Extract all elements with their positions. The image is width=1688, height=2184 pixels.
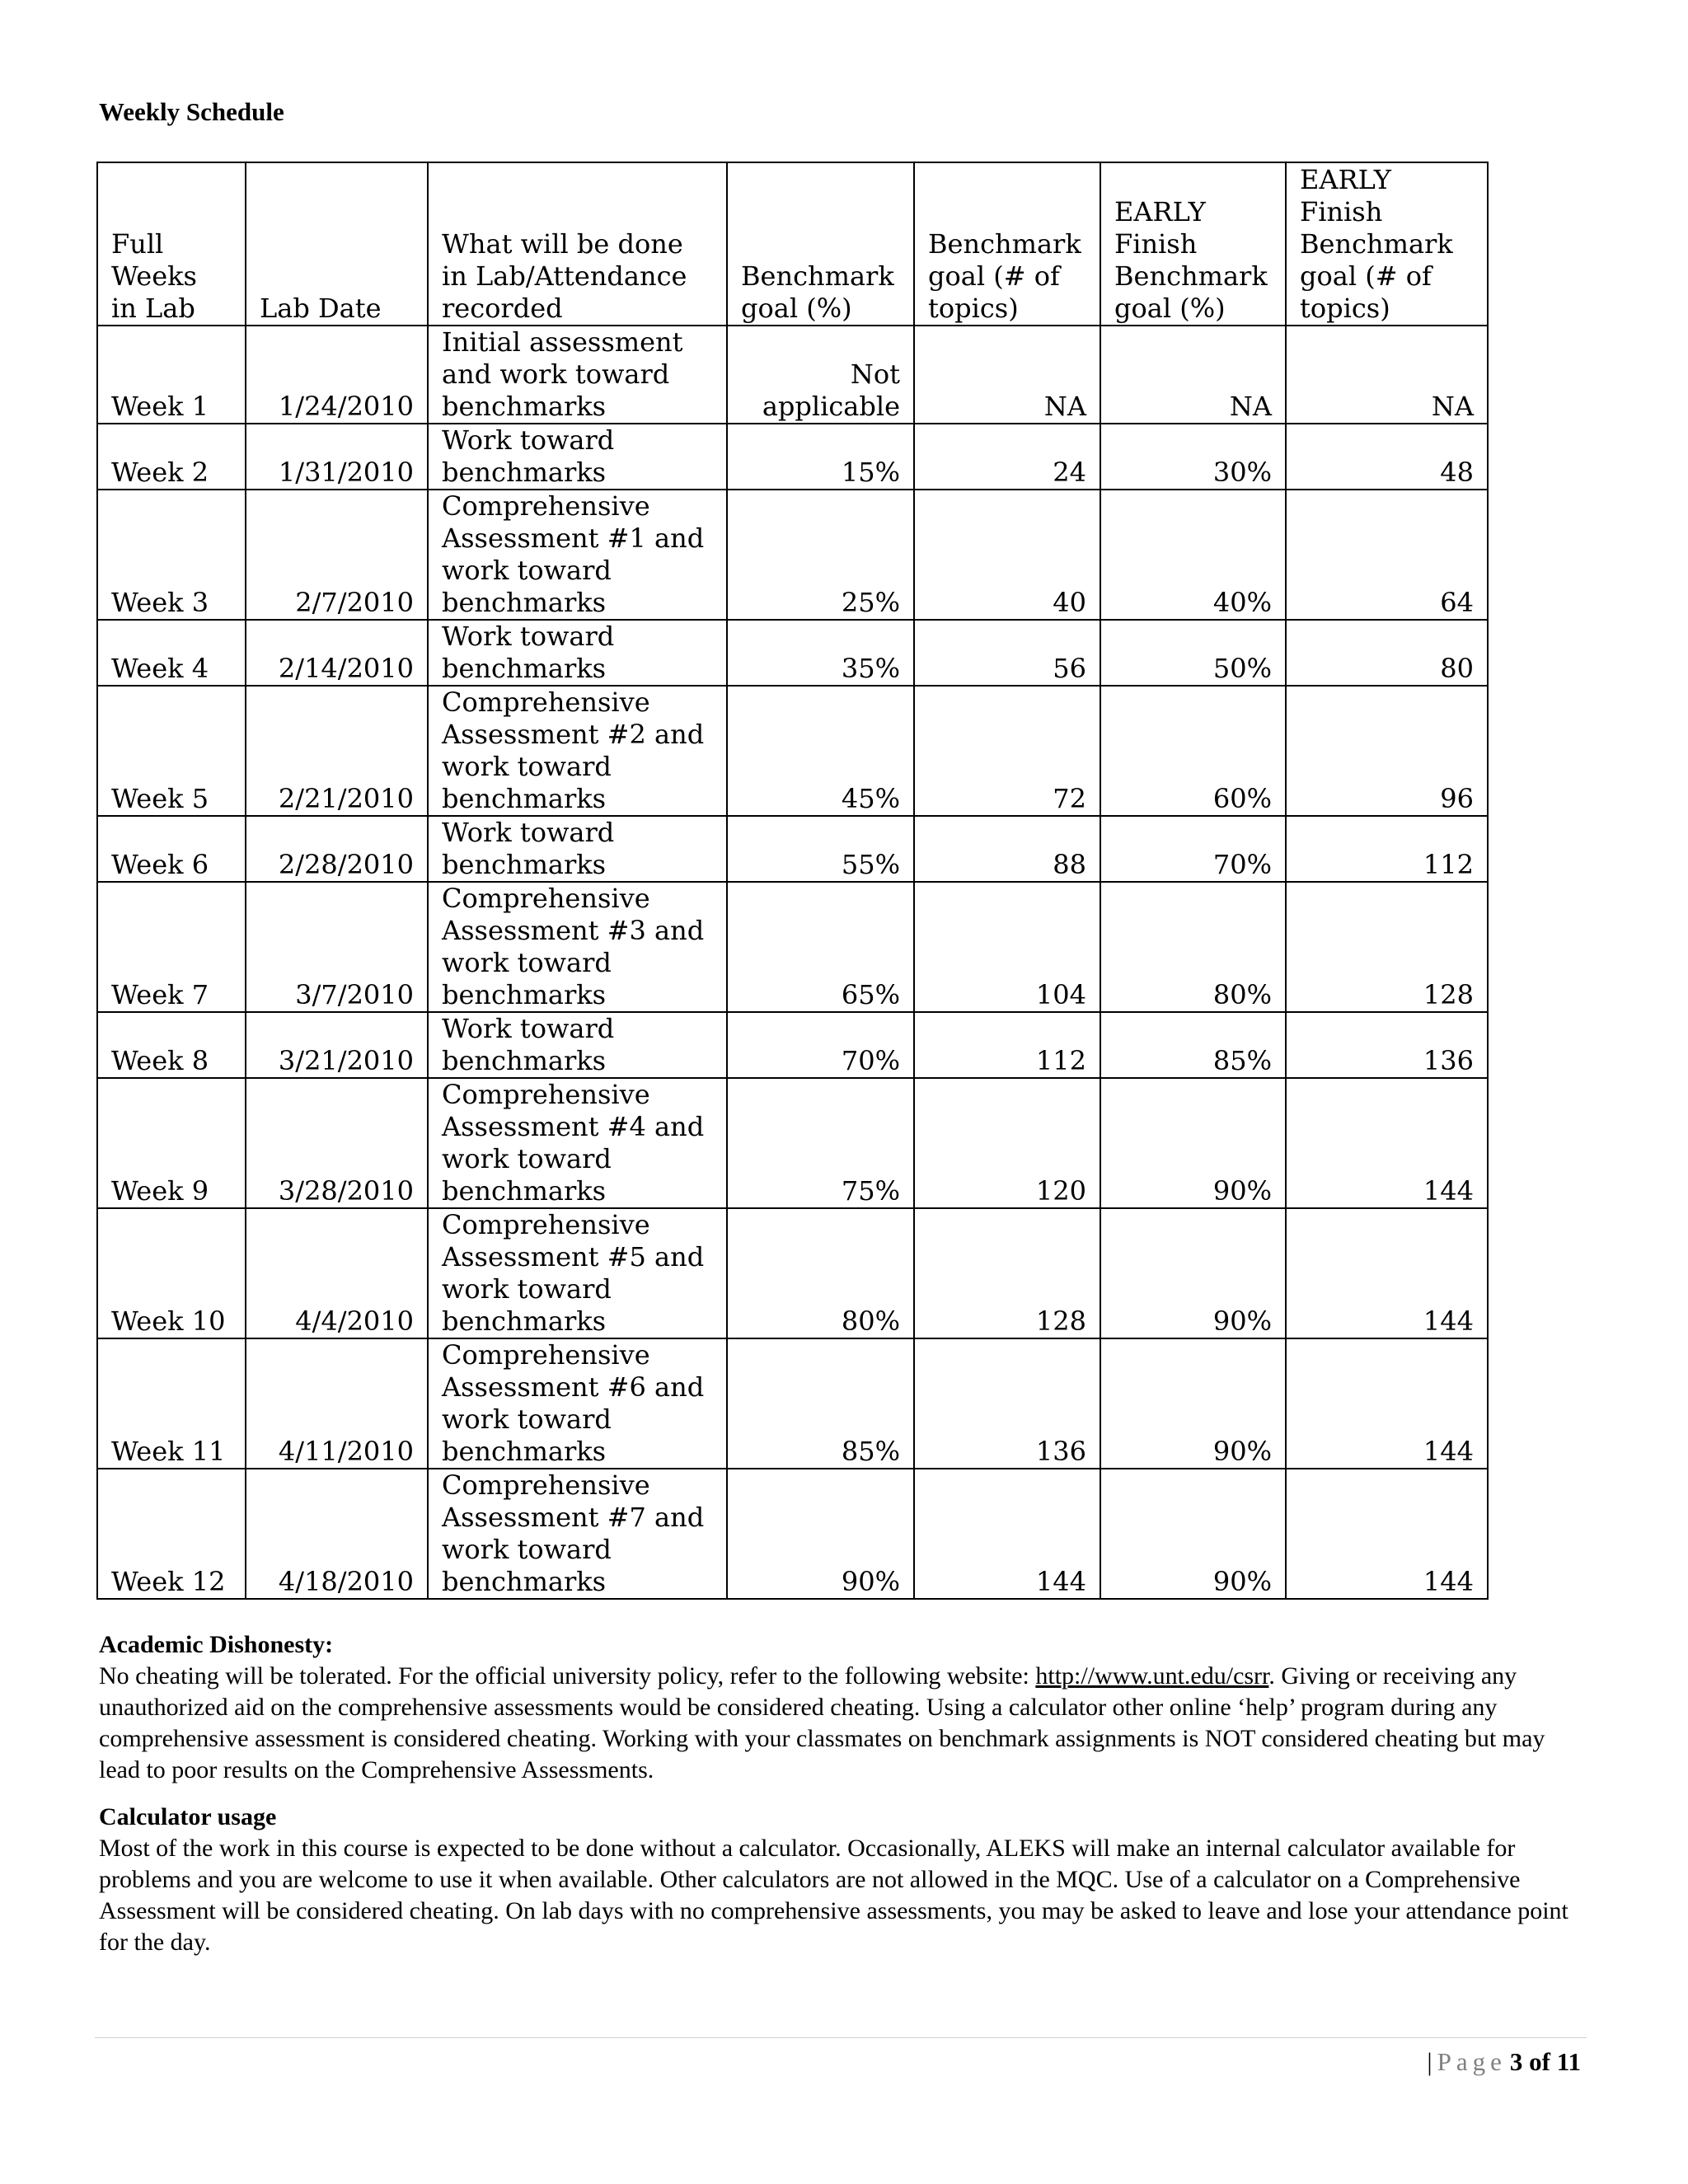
cell-early-pct: 80%	[1100, 882, 1286, 1012]
table-row	[97, 326, 1488, 424]
cell-early-pct: 85%	[1100, 1012, 1286, 1078]
cell-week: Week 5	[97, 686, 246, 816]
cell-week: Week 4	[97, 620, 246, 686]
cell-benchmark-pct: 85%	[727, 1338, 914, 1469]
cell-early-pct: 40%	[1100, 490, 1286, 620]
cell-activity: Initial assessment and work toward benchmarks	[428, 326, 727, 424]
header-lab-date: Lab Date	[246, 162, 428, 326]
table-row	[97, 816, 1488, 882]
cell-benchmark-pct: 25%	[727, 490, 914, 620]
table-row	[97, 1078, 1488, 1208]
cell-benchmark-pct: 55%	[727, 816, 914, 882]
cell-activity: Work toward benchmarks	[428, 620, 727, 686]
cell-activity: Comprehensive Assessment #6 and work toward benchmarks	[428, 1338, 727, 1469]
cell-lab-date: 2/21/2010	[246, 686, 428, 816]
cell-early-topics: 64	[1286, 490, 1488, 620]
cell-early-pct: 90%	[1100, 1208, 1286, 1338]
cell-benchmark-topics: 104	[914, 882, 1100, 1012]
cell-week: Week 7	[97, 882, 246, 1012]
cell-benchmark-pct: 15%	[727, 424, 914, 490]
cell-week: Week 10	[97, 1208, 246, 1338]
footer-of: of	[1529, 2047, 1550, 2076]
cell-benchmark-pct: 45%	[727, 686, 914, 816]
cell-week: Week 6	[97, 816, 246, 882]
cell-benchmark-topics: 144	[914, 1469, 1100, 1599]
cell-early-pct: 90%	[1100, 1469, 1286, 1599]
header-benchmark-pct: Benchmark goal (%)	[727, 162, 914, 326]
cell-week: Week 1	[97, 326, 246, 424]
cell-early-pct: 90%	[1100, 1338, 1286, 1469]
cell-week: Week 12	[97, 1469, 246, 1599]
table-row	[97, 1012, 1488, 1078]
cell-early-pct: 60%	[1100, 686, 1286, 816]
cell-early-topics: 96	[1286, 686, 1488, 816]
cell-benchmark-pct: 65%	[727, 882, 914, 1012]
cell-lab-date: 2/7/2010	[246, 490, 428, 620]
header-benchmark-topics: Benchmark goal (# of topics)	[914, 162, 1100, 326]
academic-dishonesty-section	[99, 1629, 1582, 1786]
csrr-policy-link[interactable]: http://www.unt.edu/csrr	[1035, 1662, 1269, 1690]
cell-early-topics: NA	[1286, 326, 1488, 424]
calculator-usage-section	[99, 1802, 1582, 1958]
cell-benchmark-pct: 90%	[727, 1469, 914, 1599]
cell-lab-date: 4/18/2010	[246, 1469, 428, 1599]
cell-benchmark-topics: 72	[914, 686, 1100, 816]
cell-activity: Comprehensive Assessment #2 and work toward benchmarks	[428, 686, 727, 816]
footer-page-number: 3	[1509, 2047, 1523, 2076]
table-row	[97, 882, 1488, 1012]
cell-benchmark-pct: 75%	[727, 1078, 914, 1208]
cell-activity: Work toward benchmarks	[428, 816, 727, 882]
cell-activity: Comprehensive Assessment #5 and work toward benchmarks	[428, 1208, 727, 1338]
cell-activity: Work toward benchmarks	[428, 424, 727, 490]
cell-benchmark-topics: 56	[914, 620, 1100, 686]
cell-early-pct: 30%	[1100, 424, 1286, 490]
cell-benchmark-topics: 88	[914, 816, 1100, 882]
cell-early-pct: 50%	[1100, 620, 1286, 686]
cell-week: Week 3	[97, 490, 246, 620]
cell-lab-date: 2/28/2010	[246, 816, 428, 882]
cell-week: Week 9	[97, 1078, 246, 1208]
cell-activity: Comprehensive Assessment #1 and work toward benchmarks	[428, 490, 727, 620]
cell-early-topics: 112	[1286, 816, 1488, 882]
cell-lab-date: 3/7/2010	[246, 882, 428, 1012]
cell-week: Week 11	[97, 1338, 246, 1469]
cell-benchmark-pct: 35%	[727, 620, 914, 686]
cell-early-topics: 144	[1286, 1208, 1488, 1338]
cell-early-pct: 90%	[1100, 1078, 1286, 1208]
header-early-pct: EARLY Finish Benchmark goal (%)	[1100, 162, 1286, 326]
table-row	[97, 490, 1488, 620]
cell-lab-date: 3/21/2010	[246, 1012, 428, 1078]
cell-benchmark-topics: 120	[914, 1078, 1100, 1208]
header-early-topics: EARLY Finish Benchmark goal (# of topics)	[1286, 162, 1488, 326]
cell-activity: Comprehensive Assessment #4 and work toward benchmarks	[428, 1078, 727, 1208]
footer-page-total: 11	[1556, 2047, 1581, 2076]
cell-benchmark-topics: 128	[914, 1208, 1100, 1338]
table-row	[97, 686, 1488, 816]
cell-early-topics: 144	[1286, 1469, 1488, 1599]
cell-week: Week 2	[97, 424, 246, 490]
cell-early-pct: NA	[1100, 326, 1286, 424]
cell-early-topics: 144	[1286, 1338, 1488, 1469]
cell-early-pct: 70%	[1100, 816, 1286, 882]
cell-week: Week 8	[97, 1012, 246, 1078]
table-row	[97, 1469, 1488, 1599]
cell-lab-date: 4/11/2010	[246, 1338, 428, 1469]
cell-activity: Work toward benchmarks	[428, 1012, 727, 1078]
cell-lab-date: 2/14/2010	[246, 620, 428, 686]
table-row	[97, 1208, 1488, 1338]
table-row	[97, 1338, 1488, 1469]
academic-dishonesty-heading: Academic Dishonesty:	[99, 1631, 334, 1658]
cell-activity: Comprehensive Assessment #7 and work toward benchmarks	[428, 1469, 727, 1599]
cell-benchmark-topics: NA	[914, 326, 1100, 424]
footer-divider	[95, 2037, 1587, 2038]
cell-early-topics: 48	[1286, 424, 1488, 490]
table-header-row	[97, 162, 1488, 326]
header-weeks: Full Weeks in Lab	[97, 162, 246, 326]
cell-benchmark-pct: 80%	[727, 1208, 914, 1338]
cell-early-topics: 80	[1286, 620, 1488, 686]
academic-dishonesty-text	[99, 1661, 1582, 1786]
table-row	[97, 424, 1488, 490]
cell-lab-date: 3/28/2010	[246, 1078, 428, 1208]
academic-dishonesty-text-end: . Giving or receiving any unauthorized aid on the comprehensive assessments would be considered cheating. Using a calculator other online ‘help’ program during any comprehensive assessment is considered cheating. Working with your classmates on benchmark assignments is NOT considered cheating but may lead to poor results on the Comprehensive Assessments.	[99, 1662, 1545, 1783]
cell-benchmark-topics: 40	[914, 490, 1100, 620]
header-activity: What will be done in Lab/Attendance recorded	[428, 162, 727, 326]
cell-benchmark-topics: 112	[914, 1012, 1100, 1078]
cell-benchmark-topics: 136	[914, 1338, 1100, 1469]
table-row	[97, 620, 1488, 686]
cell-lab-date: 4/4/2010	[246, 1208, 428, 1338]
cell-early-topics: 128	[1286, 882, 1488, 1012]
page-footer	[1427, 2047, 1581, 2077]
calculator-usage-text: Most of the work in this course is expected to be done without a calculator. Occasionally, ALEKS will make an internal calculator available for problems and you are welcome to use it when available. Other calculators are not allowed in the MQC. Use of a calculator on a Comprehensive Assessment will be considered cheating. On lab days with no comprehensive assessments, you may be asked to leave and lose your attendance point for the day.	[99, 1835, 1568, 1956]
cell-benchmark-pct: 70%	[727, 1012, 914, 1078]
footer-separator: |	[1427, 2047, 1432, 2076]
section-title: Weekly Schedule	[99, 97, 284, 126]
cell-benchmark-pct: Not applicable	[727, 326, 914, 424]
cell-activity: Comprehensive Assessment #3 and work toward benchmarks	[428, 882, 727, 1012]
cell-benchmark-topics: 24	[914, 424, 1100, 490]
cell-lab-date: 1/24/2010	[246, 326, 428, 424]
footer-page-label: Page	[1437, 2047, 1507, 2076]
academic-dishonesty-text-start: No cheating will be tolerated. For the official university policy, refer to the following website:	[99, 1662, 1036, 1690]
calculator-usage-heading: Calculator usage	[99, 1803, 277, 1830]
cell-early-topics: 136	[1286, 1012, 1488, 1078]
cell-lab-date: 1/31/2010	[246, 424, 428, 490]
weekly-schedule-table	[96, 162, 1489, 1600]
cell-early-topics: 144	[1286, 1078, 1488, 1208]
